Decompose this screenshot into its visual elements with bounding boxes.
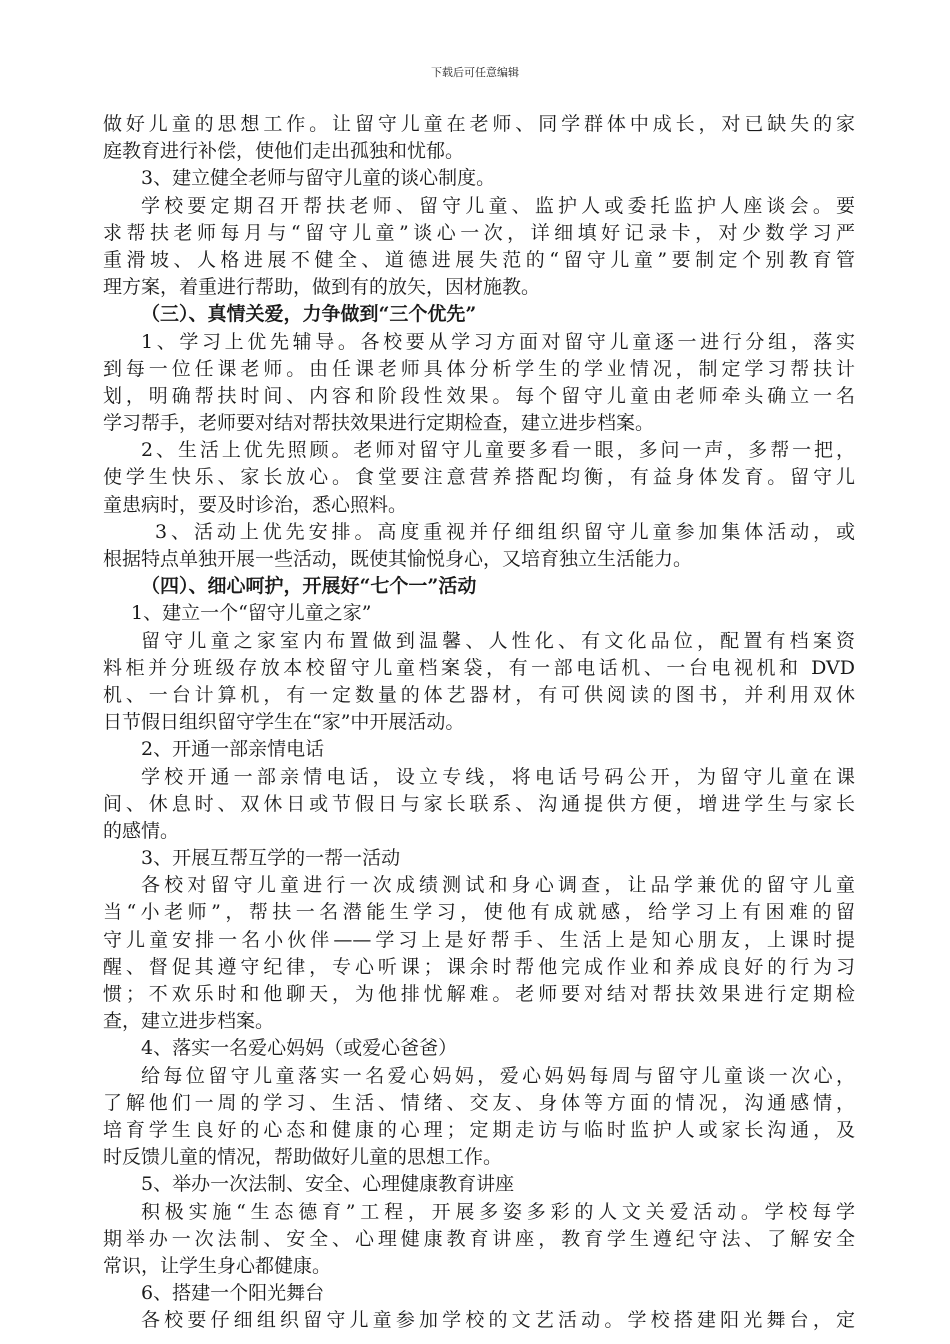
text-line: 2、开通一部亲情电话: [141, 738, 325, 761]
text-line: 学习帮手，老师要对结对帮扶效果进行定期检查，建立进步档案。: [103, 412, 655, 435]
text-line: 留守儿童之家室内布置做到温馨、人性化、有文化品位，配置有档案资: [141, 629, 855, 652]
text-line: 时反馈儿童的情况，帮助做好儿童的思想工作。: [103, 1146, 503, 1169]
text-line: 划，明确帮扶时间、内容和阶段性效果。每个留守儿童由老师牵头确立一名: [103, 384, 855, 407]
text-line: 3、开展互帮互学的一帮一活动: [141, 847, 401, 870]
text-line: 料柜并分班级存放本校留守儿童档案袋，有一部电话机、一台电视机和 DVD: [103, 656, 855, 679]
text-line: 积极实施“生态德育”工程，开展多姿多彩的人文关爱活动。学校每学: [141, 1200, 855, 1223]
text-line: 6、搭建一个阳光舞台: [141, 1282, 325, 1305]
text-line: 1、学习上优先辅导。各校要从学习方面对留守儿童逐一进行分组，落实: [141, 330, 855, 353]
text-line: 做好儿童的思想工作。让留守儿童在老师、同学群体中成长，对已缺失的家: [103, 113, 855, 135]
text-line: 机、一台计算机，有一定数量的体艺器材，有可供阅读的图书，并利用双休: [103, 683, 855, 706]
text-line: 的感情。: [103, 819, 180, 842]
text-line: 重滑坡、人格进展不健全、道德进展失范的“留守儿童”要制定个别教育管: [103, 248, 855, 271]
text-line: 各校对留守儿童进行一次成绩测试和身心调查，让品学兼优的留守儿童: [141, 874, 855, 897]
text-line: 日节假日组织留守学生在“家”中开展活动。: [103, 711, 465, 734]
text-line: 学校要定期召开帮扶老师、留守儿童、监护人或委托监护人座谈会。要: [141, 194, 855, 217]
text-line: 3、活动上优先安排。高度重视并仔细组织留守儿童参加集体活动，或: [155, 520, 855, 543]
text-line: 期举办一次法制、安全、心理健康教育讲座，教育学生遵纪守法、了解安全: [103, 1227, 855, 1250]
text-line: 5、举办一次法制、安全、心理健康教育讲座: [141, 1173, 515, 1196]
text-line: 当“小老师”，帮扶一名潜能生学习，使他有成就感，给学习上有困难的留: [103, 901, 855, 924]
page-header: 下载后可任意编辑: [431, 66, 519, 79]
text-line: 到每一位任课老师。由任课老师具体分析学生的学业情况，制定学习帮扶计: [103, 357, 855, 380]
text-line: 培育学生良好的心态和健康的心理；定期走访与临时监护人或家长沟通，及: [103, 1118, 855, 1141]
text-line: 醒、督促其遵守纪律，专心听课；课余时帮他完成作业和养成良好的行为习: [103, 955, 855, 978]
text-line: 惯；不欢乐时和他聊天，为他排忧解难。老师要对结对帮扶效果进行定期检: [103, 983, 855, 1005]
text-line: 求帮扶老师每月与“留守儿童”谈心一次，详细填好记录卡，对少数学习严: [103, 221, 855, 244]
text-line: 庭教育进行补偿，使他们走出孤独和忧郁。: [103, 140, 465, 163]
document-body: [103, 111, 855, 1334]
text-line: 学校开通一部亲情电话，设立专线，将电话号码公开，为留守儿童在课: [141, 765, 855, 788]
section-heading: （三）、真情关爱，力争做到“三个优先”: [141, 303, 477, 326]
text-line: 4、落实一名爱心妈妈（或爱心爸爸）: [141, 1037, 458, 1060]
text-line: 查，建立进步档案。: [103, 1010, 275, 1033]
text-line: 间、休息时、双休日或节假日与家长联系、沟通提供方便，增进学生与家长: [103, 792, 855, 815]
text-line: 2、生活上优先照顾。老师对留守儿童要多看一眼，多问一声，多帮一把，: [141, 439, 855, 462]
text-line: 各校要仔细组织留守儿童参加学校的文艺活动。学校搭建阳光舞台，定: [141, 1309, 855, 1332]
text-line: 3、建立健全老师与留守儿童的谈心制度。: [141, 167, 496, 190]
text-line: 常识，让学生身心都健康。: [103, 1254, 332, 1277]
text-line: 根据特点单独开展一些活动，既使其愉悦身心，又培育独立生活能力。: [103, 548, 693, 570]
text-line: 了解他们一周的学习、生活、情绪、交友、身体等方面的情况，沟通感情，: [103, 1091, 855, 1114]
section-heading: （四）、细心呵护，开展好“七个一”活动: [141, 575, 477, 598]
text-line: 使学生快乐、家长放心。食堂要注意营养搭配均衡，有益身体发育。留守儿: [103, 466, 855, 489]
text-line: 童患病时，要及时诊治，悉心照料。: [103, 493, 408, 516]
text-line: 1、建立一个“留守儿童之家”: [131, 602, 372, 625]
text-line: 守儿童安排一名小伙伴——学习上是好帮手、生活上是知心朋友，上课时提: [103, 928, 855, 951]
text-line: 理方案，着重进行帮助，做到有的放矢，因材施教。: [103, 276, 541, 299]
text-line: 给每位留守儿童落实一名爱心妈妈，爱心妈妈每周与留守儿童谈一次心，: [141, 1064, 855, 1087]
